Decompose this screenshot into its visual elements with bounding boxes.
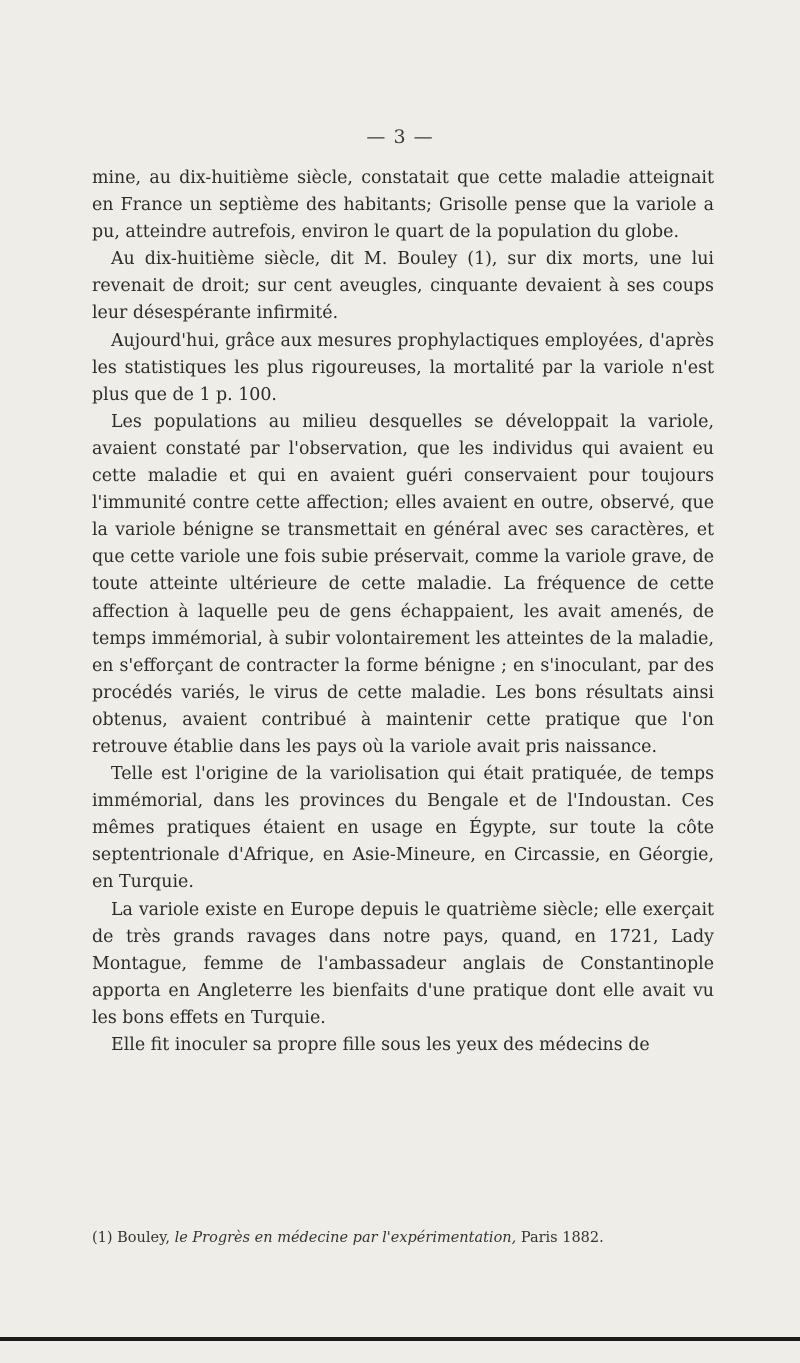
footnote-title: le Progrès en médecine par l'expérimentation, [174, 1230, 517, 1246]
paragraph-4: Les populations au milieu desquelles se développait la variole, avaient constaté par l'observation, que les individus qui avaient eu cette maladie et qui en avaient guéri conservaient pour toujours l'immunité contre cette affection; elles avaient en outre, observé, que la variole bénigne se transmettait en général avec ses caractères, et que cette variole une fois subie préservait, comme la variole grave, de toute atteinte ultérieure de cette maladie. La fréquence de cette affection à laquelle peu de gens échappaient, les avait amenés, de temps immémorial, à subir volontairement les atteintes de la maladie, en s'efforçant de contracter la forme bénigne ; en s'inoculant, par des procédés variés, le virus de cette maladie. Les bons résultats ainsi obtenus, avaient contribué à maintenir cette pratique que l'on retrouve établie dans les pays où la variole avait pris naissance. [92, 411, 714, 757]
footnote [92, 1228, 714, 1248]
footnote-prefix: (1) Bouley, [92, 1230, 170, 1246]
paragraph-2: Au dix-huitième siècle, dit M. Bouley (1), sur dix morts, une lui revenait de droit; sur cent aveugles, cinquante devaient à ses coups leur désespérante infirmité. [92, 249, 714, 324]
paragraph-3: Aujourd'hui, grâce aux mesures prophylactiques employées, d'après les statistiques les plus rigoureuses, la mortalité par la variole n'est plus que de 1 p. 100. [92, 330, 714, 405]
body-text [92, 165, 714, 1059]
paragraph-5: Telle est l'origine de la variolisation qui était pratiquée, de temps immémorial, dans les provinces du Bengale et de l'Indoustan. Ces mêmes pratiques étaient en usage en Égypte, sur toute la côte septentrionale d'Afrique, en Asie-Mineure, en Circassie, en Géorgie, en Turquie. [92, 764, 714, 893]
paragraph-6: La variole existe en Europe depuis le quatrième siècle; elle exerçait de très grands ravages dans notre pays, quand, en 1721, Lady Montague, femme de l'ambassadeur anglais de Constantinople apporta en Angleterre les bienfaits d'une pratique dont elle avait vu les bons effets en Turquie. [92, 899, 714, 1028]
footnote-suffix: Paris 1882. [520, 1230, 604, 1246]
paragraph-1: mine, au dix-huitième siècle, constatait que cette maladie atteignait en France un septième des habitants; Grisolle pense que la variole a pu, atteindre autrefois, environ le quart de la population du globe. [92, 168, 714, 243]
bottom-rule [0, 1337, 800, 1341]
paragraph-7: Elle fit inoculer sa propre fille sous les yeux des médecins de [111, 1035, 650, 1055]
page-number: — 3 — [366, 126, 434, 148]
